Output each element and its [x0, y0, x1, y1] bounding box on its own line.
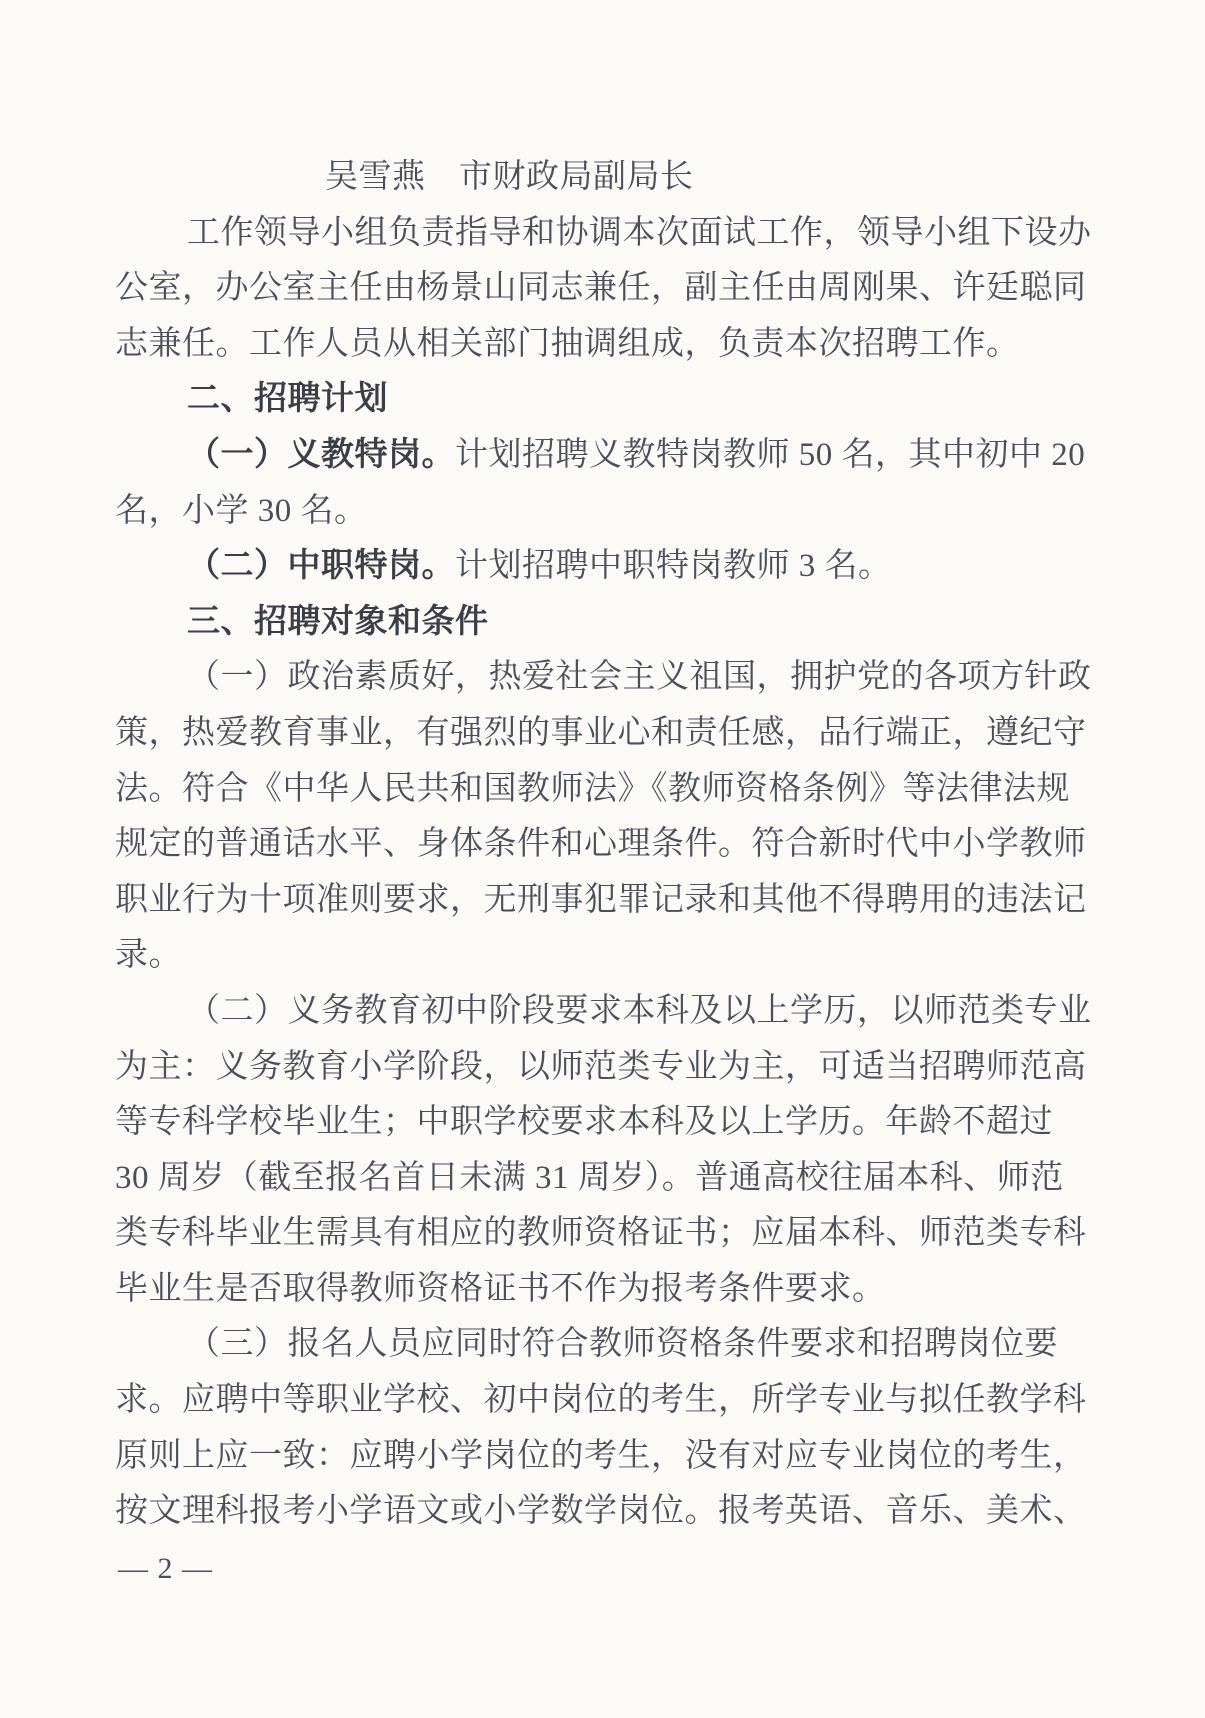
text-segment: 30 周岁（截至报名首日未满 31 周岁）。普通高校往届本科、师范: [115, 1159, 1064, 1196]
text-line: [115, 817, 1105, 873]
text-line: [115, 706, 1105, 762]
text-segment: 志兼任。工作人员从相关部门抽调组成，负责本次招聘工作。: [115, 325, 1020, 362]
text-segment: 规定的普通话水平、身体条件和心理条件。符合新时代中小学教师: [115, 826, 1087, 863]
text-line: [115, 372, 1105, 428]
text-segment: （三）报名人员应同时符合教师资格条件要求和招聘岗位要: [187, 1326, 1058, 1363]
text-line: [115, 984, 1105, 1040]
text-line: [115, 1262, 1105, 1318]
text-segment: 计划招聘义教特岗教师 50 名，其中初中 20: [455, 436, 1086, 473]
text-line: [115, 1484, 1105, 1540]
text-segment: 策，热爱教育事业，有强烈的事业心和责任感，品行端正，遵纪守: [115, 714, 1087, 751]
text-segment: （一）政治素质好，热爱社会主义祖国，拥护党的各项方针政: [187, 659, 1092, 696]
text-line: [115, 317, 1105, 373]
bold-text-segment: （一）义教特岗。: [187, 436, 455, 473]
text-segment: 原则上应一致：应聘小学岗位的考生，没有对应专业岗位的考生，: [115, 1437, 1087, 1474]
bold-text-segment: 三、招聘对象和条件: [187, 603, 489, 640]
text-segment: 法。符合《中华人民共和国教师法》《教师资格条例》等法律法规: [115, 770, 1070, 807]
document-body: [115, 150, 1105, 1540]
text-line: [115, 1040, 1105, 1096]
text-segment: 为主：义务教育小学阶段，以师范类专业为主，可适当招聘师范高: [115, 1048, 1087, 1085]
text-line: [115, 1373, 1105, 1429]
text-line: [115, 1206, 1105, 1262]
text-segment: 等专科学校毕业生；中职学校要求本科及以上学历。年龄不超过: [115, 1104, 1053, 1141]
page-number: — 2 —: [118, 1552, 213, 1585]
text-segment: 名，小学 30 名。: [115, 492, 368, 529]
text-line: [115, 1429, 1105, 1485]
text-line: [115, 873, 1105, 929]
text-segment: 公室，办公室主任由杨景山同志兼任，副主任由周刚果、许廷聪同: [115, 270, 1087, 307]
text-segment: 工作领导小组负责指导和协调本次面试工作，领导小组下设办: [187, 214, 1092, 251]
text-line: [115, 595, 1105, 651]
text-line: [115, 762, 1105, 818]
text-segment: 按文理科报考小学语文或小学数学岗位。报考英语、音乐、美术、: [115, 1493, 1087, 1530]
text-line: [115, 428, 1105, 484]
text-line: [115, 1095, 1105, 1151]
text-segment: 类专科毕业生需具有相应的教师资格证书；应届本科、师范类专科: [115, 1215, 1087, 1252]
text-line: [115, 261, 1105, 317]
text-segment: 毕业生是否取得教师资格证书不作为报考条件要求。: [115, 1270, 886, 1307]
bold-text-segment: 二、招聘计划: [187, 381, 388, 418]
text-segment: 计划招聘中职特岗教师 3 名。: [455, 548, 892, 585]
text-line: [115, 1151, 1105, 1207]
text-line: [115, 928, 1105, 984]
text-line: [115, 539, 1105, 595]
text-line: [115, 1317, 1105, 1373]
text-line: [115, 150, 1105, 206]
text-segment: 吴雪燕 市财政局副局长: [325, 159, 694, 195]
text-line: [115, 650, 1105, 706]
bold-text-segment: （二）中职特岗。: [187, 548, 455, 585]
text-segment: 求。应聘中等职业学校、初中岗位的考生，所学专业与拟任教学科: [115, 1382, 1087, 1419]
text-segment: （二）义务教育初中阶段要求本科及以上学历，以师范类专业: [187, 992, 1092, 1029]
text-segment: 职业行为十项准则要求，无刑事犯罪记录和其他不得聘用的违法记: [115, 881, 1087, 918]
text-line: [115, 206, 1105, 262]
text-line: [115, 484, 1105, 540]
text-segment: 录。: [115, 937, 182, 974]
